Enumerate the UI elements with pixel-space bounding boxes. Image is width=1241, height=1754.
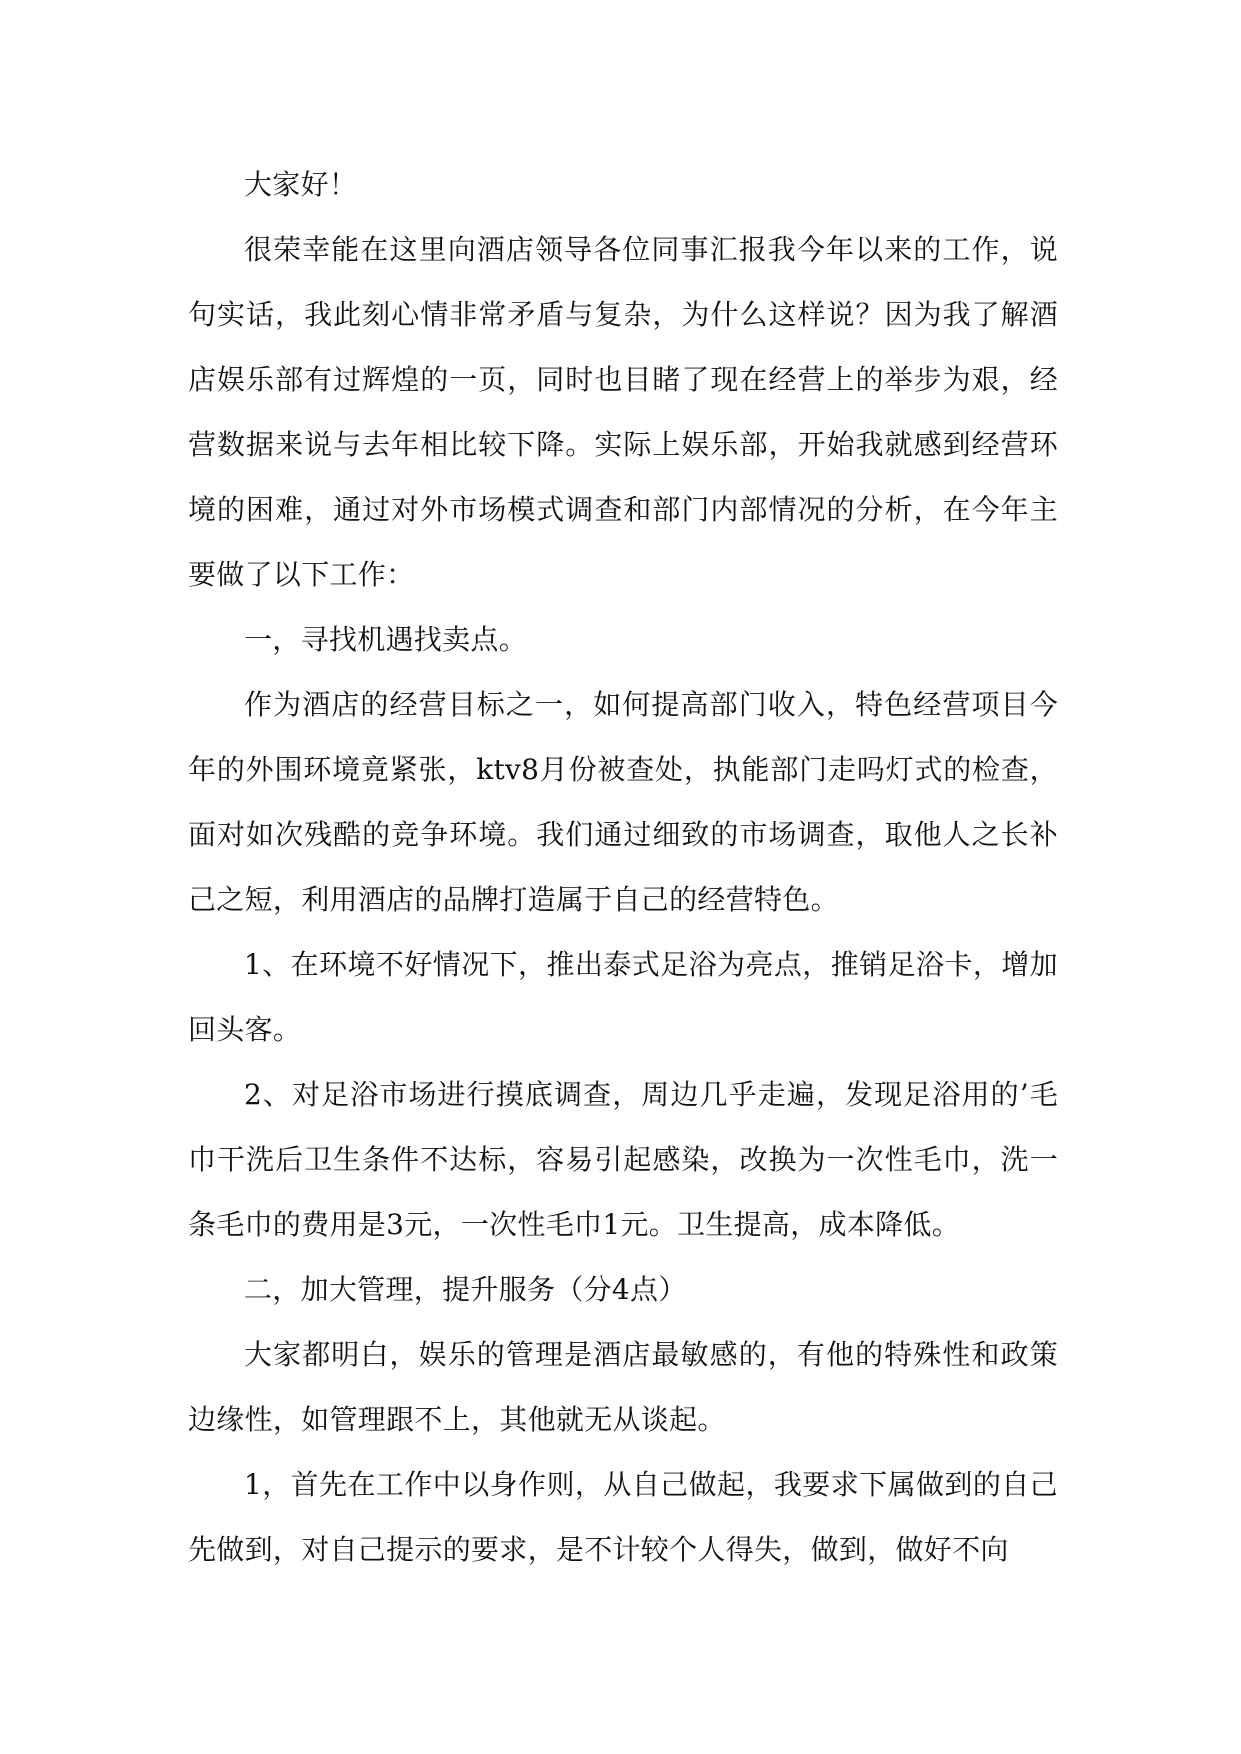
list-item-management-1: 1，首先在工作中以身作则，从自己做起，我要求下属做到的自己先做到，对自己提示的要求，是不计较个人得失，做到，做好不向: [188, 1468, 1058, 1566]
paragraph-management: 大家都明白，娱乐的管理是酒店最敏感的，有他的特殊性和政策边缘性，如管理跟不上，其他就无从谈起。: [188, 1338, 1058, 1436]
paragraph-introduction: 很荣幸能在这里向酒店领导各位同事汇报我今年以来的工作，说句实话，我此刻心情非常矛盾与复杂，为什么这样说？因为我了解酒店娱乐部有过辉煌的一页，同时也目睹了现在经营上的举步为艰，经营数据来说与去年相比较下降。实际上娱乐部，开始我就感到经营环境的困难，通过对外市场模式调查和部门内部情况的分析，在今年主要做了以下工作：: [188, 233, 1058, 591]
paragraph-greeting: 大家好！: [244, 168, 358, 201]
list-item-1: 1、在环境不好情况下，推出泰式足浴为亮点，推销足浴卡，增加回头客。: [188, 948, 1058, 1046]
list-item-2: 2、对足浴市场进行摸底调查，周边几乎走遍，发现足浴用的’毛巾干洗后卫生条件不达标，容易引起感染，改换为一次性毛巾，洗一条毛巾的费用是3元，一次性毛巾1元。卫生提高，成本降低。: [188, 1078, 1058, 1241]
document-body: [188, 152, 1058, 1582]
section-heading-1: 一，寻找机遇找卖点。: [244, 623, 528, 656]
section-heading-2: 二，加大管理，提升服务（分4点）: [244, 1273, 687, 1306]
paragraph-business-goal: 作为酒店的经营目标之一，如何提高部门收入，特色经营项目今年的外围环境竟紧张，ktv8月份被查处，执能部门走吗灯式的检查，面对如次残酷的竞争环境。我们通过细致的市场调查，取他人之长补己之短，利用酒店的品牌打造属于自己的经营特色。: [188, 688, 1058, 916]
